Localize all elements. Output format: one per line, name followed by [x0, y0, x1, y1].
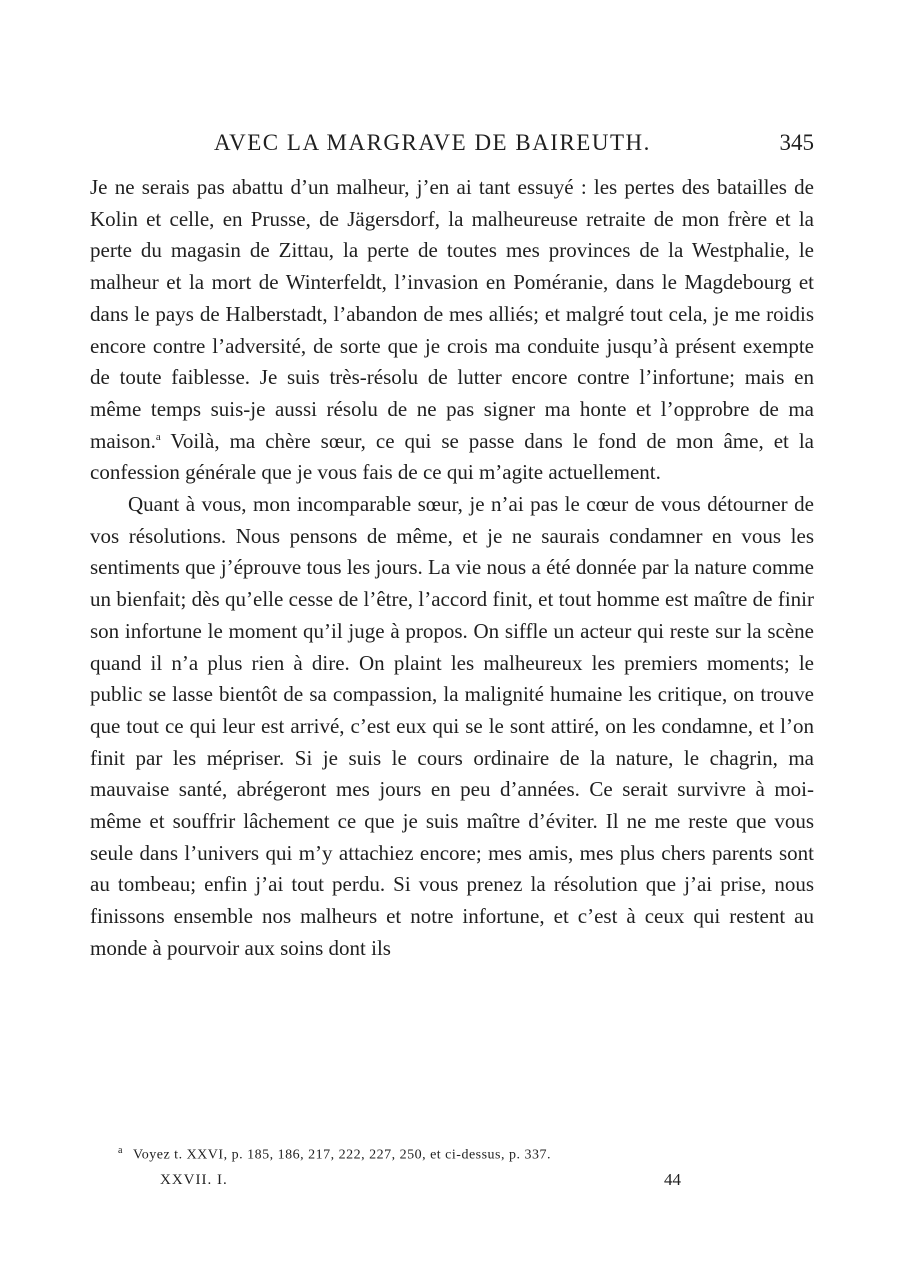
page-number: 345 — [779, 130, 814, 155]
paragraph-1 — [90, 172, 814, 489]
paragraph-1-text-continued: Voilà, ma chère sœur, ce qui se passe dans le fond de mon âme, et la confession générale que je vous fais de ce qui m’agite actuellement. — [90, 428, 814, 485]
body-text — [90, 172, 814, 965]
footnote-text: Voyez t. XXVI, p. 185, 186, 217, 222, 227, 250, et ci-dessus, p. 337. — [132, 1147, 551, 1163]
paragraph-1-text: Je ne serais pas abattu d’un malheur, j’en ai tant essuyé : les pertes des batailles de Kolin et celle, en Prusse, de Jägersdorf, la malheureuse retraite de mon frère et la perte du magasin de Zittau, la perte de toutes mes provinces de la Westphalie, le malheur et la mort de Winterfeldt, l’invasion en Poméranie, dans le Magdebourg et dans le pays de Halberstadt, l’abandon de mes alliés; et malgré tout cela, je me roidis encore contre l’adversité, de sorte que je crois ma conduite jusqu’à présent exempte de toute faiblesse. Je suis très-résolu de lutter encore contre l’infortune; mais en même temps suis-je aussi résolu de ne pas signer ma honte et l’opprobre de ma maison. — [90, 175, 814, 453]
signature-mark: XXVII. I. — [160, 1172, 228, 1188]
footnote-mark: a — [118, 1145, 123, 1156]
footnote-reference[interactable]: a — [155, 430, 161, 443]
paragraph-2: Quant à vous, mon incomparable sœur, je n’ai pas le cœur de vous détourner de vos résolutions. Nous pensons de même, et je ne saurais condamner en vous les sentiments que j’éprouve tous les jours. La vie nous a été donnée par la nature comme un bienfait; dès qu’elle cesse de l’être, l’accord finit, et tout homme est maître de finir son infortune le moment qu’il juge à propos. On siffle un acteur qui reste sur la scène quand il n’a plus rien à dire. On plaint les malheureux les premiers moments; le public se lasse bientôt de sa compassion, la malignité humaine les critique, on trouve que tout ce qui leur est arrivé, c’est eux qui se le sont attiré, on les condamne, et l’on finit par les mépriser. Si je suis le cours ordinaire de la nature, le chagrin, ma mauvaise santé, abrégeront mes jours en peu d’années. Ce serait survivre à moi-même et souffrir lâchement ce que je suis maître d’éviter. Il ne me reste que vous seule dans l’univers qui m’y attachiez encore; mes amis, mes plus chers parents sont au tombeau; enfin j’ai tout perdu. Si vous prenez la résolution que j’ai prise, nous finissons ensemble nos malheurs et notre infortune, et c’est à ceux qui restent au monde à pourvoir aux soins dont ils — [90, 492, 814, 960]
running-title: AVEC LA MARGRAVE DE BAIREUTH. — [214, 130, 651, 155]
folio-number: 44 — [664, 1170, 681, 1189]
footnote — [118, 1141, 818, 1166]
